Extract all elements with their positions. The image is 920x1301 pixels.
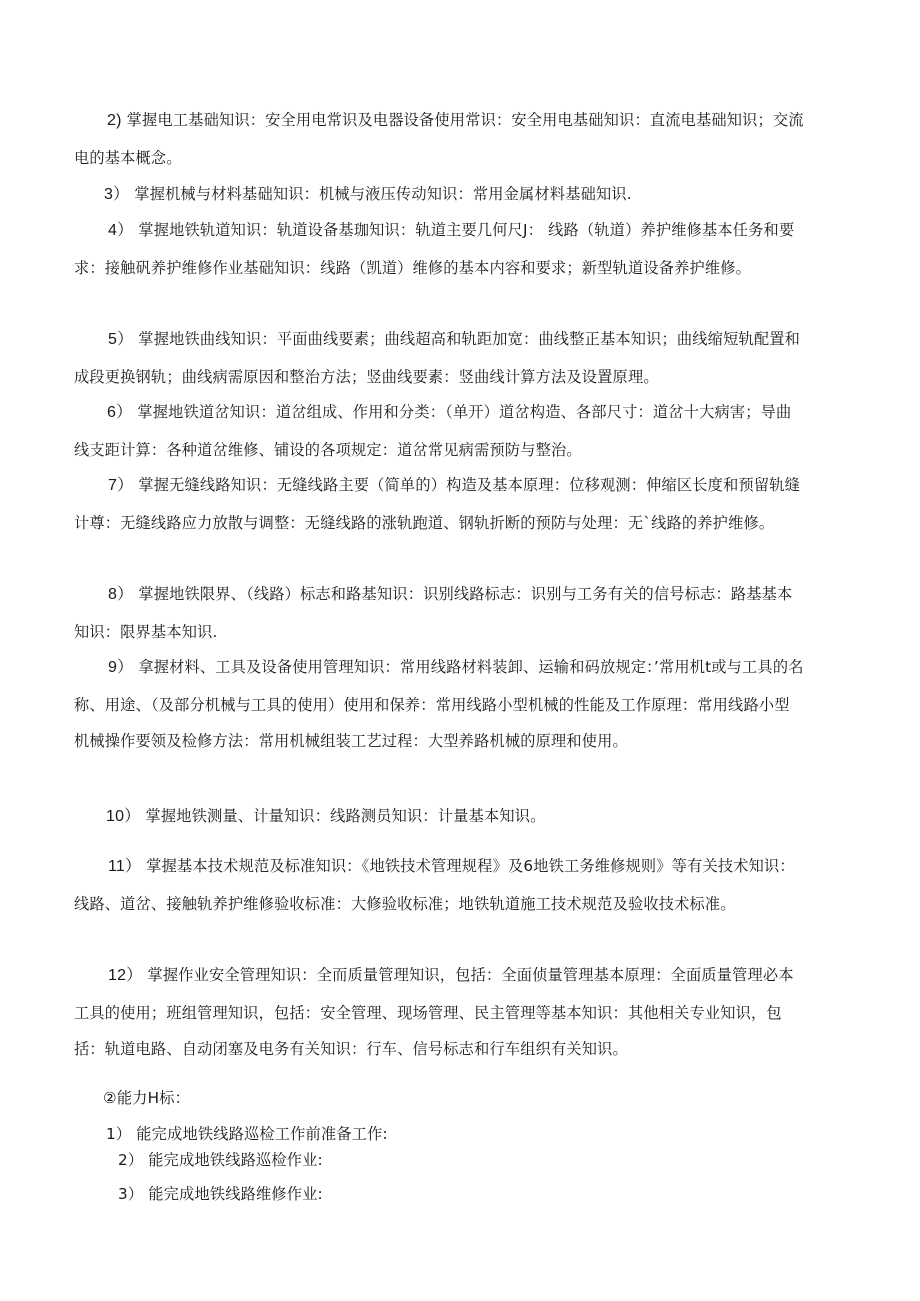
paragraph-text: 掌握作业安全管理知识：全而质量管理知识，包括：全面侦量管理基本原理：全面质量管理必本工具的使用；班组管理知识，包括：安全管理、现场管理、民主管理等基本知识：其他相关专业知识，包括：轨道电路、自动闭塞及电务有关知识：行车、信号标志和行车组织有关知识。: [74, 966, 794, 1058]
paragraph-8: [74, 576, 804, 650]
ability-item-2: [118, 1148, 323, 1172]
paragraph-text: 掌握电工基础知识：安全用电常识及电器设备使用常识：安全用电基础知识：直流电基础知识；交流电的基本概念。: [74, 111, 804, 167]
ability-item-text: 能完成地铁线路维修作业:: [148, 1185, 323, 1203]
paragraph-text: 掌握地铁轨道知识：轨道设备基珈知识：轨道主要几何尺J： 线路（轨道）养护维修基本任务和要求：接触矾养护维修作业基础知识：线路（凯道）维修的基本内容和要求；新型轨道设备养护维修。: [74, 221, 795, 277]
paragraph-7: [74, 467, 804, 541]
ability-item-3: [118, 1182, 323, 1206]
paragraph-text: 掌握地铁限界、（线路）标志和路基知识：识别线路标志：识别与工务有关的信号标志：路基基本知识：限界基本知识.: [74, 585, 793, 641]
paragraph-text: 掌握地铁测量、计量知识：线路测员知识：计量基本知识。: [145, 807, 546, 825]
paragraph-3: [74, 176, 804, 214]
paragraph-5: [74, 321, 804, 395]
paragraph-9: [74, 649, 804, 760]
ability-item-1: [106, 1122, 388, 1146]
paragraph-12: [74, 957, 804, 1068]
paragraph-text: 掌握无缝线路知识：无缝线路主要（简单的）构造及基本原理：位移观测：伸缩区长度和预留轨缝计尊：无缝线路应力放散与调整：无缝线路的涨轨跑道、钢轨折断的预防与处理：无`线路的养护维修。: [74, 476, 801, 532]
paragraph-2: [74, 102, 804, 176]
item-number: 1）: [106, 1125, 132, 1143]
paragraph-10: [74, 798, 804, 836]
item-number: 3）: [104, 186, 130, 203]
item-number: 4）: [108, 222, 134, 239]
item-number: 10）: [106, 808, 141, 825]
item-number: 8）: [108, 586, 134, 603]
paragraph-6: [74, 394, 804, 468]
item-number: 7）: [108, 477, 134, 494]
item-number: 12）: [108, 967, 143, 984]
paragraph-text: 拿握材料、工具及设备使用管理知识：常用线路材料装卸、运输和码放规定：’常用机t或与工具的名称、用途、（及部分机械与工具的使用）使用和保养：常用线路小型机械的性能及工作原理：常用线路小型机械操作要领及检修方法：常用机械组装工艺过程：大型养路机械的原理和使用。: [74, 658, 804, 750]
paragraph-text: 掌握地铁道岔知识：道岔组成、作用和分类：（单开）道岔构造、各部尺寸：道岔十大病害；导曲线支距计算：各种道岔维修、铺设的各项规定：道岔常见病需预防与整治。: [74, 403, 792, 459]
item-number: 3）: [118, 1185, 144, 1203]
ability-item-text: 能完成地铁线路巡检作业:: [148, 1151, 323, 1169]
paragraph-4: [74, 212, 804, 286]
item-number: 5）: [108, 331, 134, 348]
item-number: 2): [107, 112, 122, 129]
paragraph-text: 掌握地铁曲线知识：平面曲线要素；曲线超高和轨距加宽：曲线整正基本知识；曲线缩短轨配置和成段更换钢轨；曲线病需原因和整治方法；竖曲线要素：竖曲线计算方法及设置原理。: [74, 330, 801, 386]
item-number: 11）: [108, 858, 142, 875]
paragraph-11: [74, 848, 804, 922]
item-number: 9）: [108, 659, 134, 676]
paragraph-text: 掌握基本技术规范及标准知识：《地铁技术管理规程》及6地铁工务维修规则》等有关技术知识：线路、道岔、接触轨养护维修验收标准：大修验收标准；地铁轨道施工技术规范及验收技术标准。: [74, 857, 795, 913]
ability-item-text: 能完成地铁线路巡检工作前准备工作:: [136, 1125, 388, 1143]
item-number: 6）: [107, 404, 133, 421]
ability-heading: ②能力H标：: [103, 1089, 190, 1107]
item-number: 2）: [118, 1151, 144, 1169]
paragraph-text: 掌握机械与材料基础知识：机械与液压传动知识：常用金属材料基础知识.: [134, 185, 632, 203]
